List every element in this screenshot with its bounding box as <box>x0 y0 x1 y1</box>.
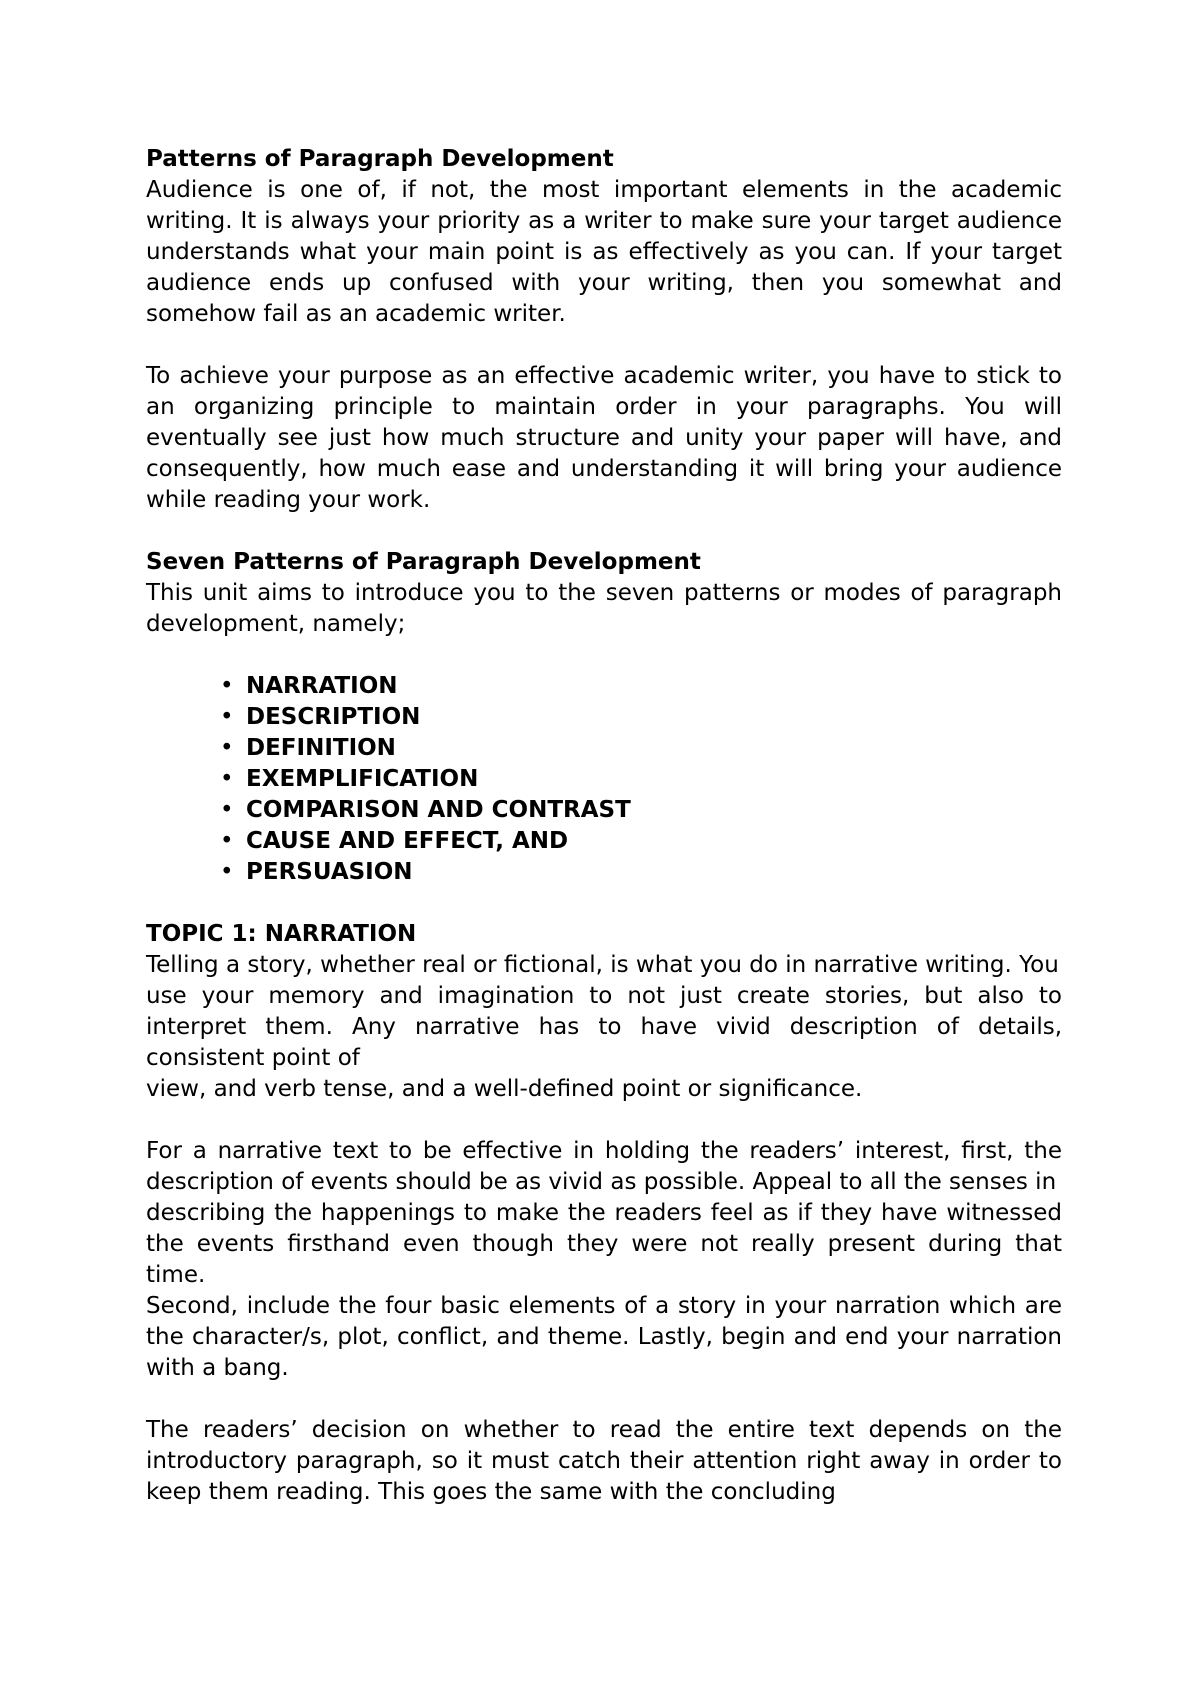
list-item <box>220 733 1062 764</box>
pattern-label: CAUSE AND EFFECT, AND <box>246 828 569 854</box>
list-item <box>220 826 1062 857</box>
topic1-paragraph-3: The readers’ decision on whether to read the entire text depends on the introductory paragraph, so it must catch their attention right away in order to keep them reading. This goes the same with the concluding <box>146 1417 1062 1505</box>
paragraph-line: describing the happenings to make the readers feel as if they have witnessed the events firsthand even though they were not really present during that time. <box>146 1200 1062 1288</box>
topic1-paragraph-2 <box>146 1136 1062 1384</box>
document-page <box>146 144 1062 1508</box>
pattern-label: COMPARISON AND CONTRAST <box>246 797 631 823</box>
bullet-icon: • <box>220 797 234 823</box>
seven-patterns-heading: Seven Patterns of Paragraph Development <box>146 549 701 575</box>
bullet-icon: • <box>220 766 234 792</box>
pattern-label: DESCRIPTION <box>246 704 421 730</box>
paragraph-line: Telling a story, whether real or fictional, is what you do in narrative writing. You <box>146 952 1059 978</box>
paragraph-line: Second, include the four basic elements of a story in your narration which are the character/s, plot, conflict, and theme. Lastly, begin and end your narration with a bang. <box>146 1293 1062 1381</box>
pattern-label: PERSUASION <box>246 859 413 885</box>
patterns-list <box>146 671 1062 888</box>
paragraph-line: For a narrative text to be effective in holding the readers’ interest, first, the description of events should be as vivid as possible. Appeal to all the senses in <box>146 1138 1062 1195</box>
list-item <box>220 702 1062 733</box>
bullet-icon: • <box>220 859 234 885</box>
bullet-icon: • <box>220 828 234 854</box>
spacer <box>146 640 1062 671</box>
list-item <box>220 795 1062 826</box>
pattern-label: DEFINITION <box>246 735 396 761</box>
bullet-icon: • <box>220 735 234 761</box>
bullet-icon: • <box>220 673 234 699</box>
purpose-paragraph: To achieve your purpose as an effective academic writer, you have to stick to an organizing principle to maintain order in your paragraphs. You will eventually see just how much structure and unity your paper will have, and consequently, how much ease and understanding it will bring your audience while reading your work. <box>146 363 1062 513</box>
topic1-heading: TOPIC 1: NARRATION <box>146 921 417 947</box>
document-title: Patterns of Paragraph Development <box>146 146 614 172</box>
paragraph-line: use your memory and imagination to not just create stories, but also to interpret them. Any narrative has to have vivid description of details, consistent point of <box>146 983 1062 1071</box>
list-item <box>220 764 1062 795</box>
intro-paragraph: Audience is one of, if not, the most important elements in the academic writing. It is always your priority as a writer to make sure your target audience understands what your main point is as effectively as you can. If your target audience ends up confused with your writing, then you somewhat and somehow fail as an academic writer. <box>146 177 1062 327</box>
list-item <box>220 671 1062 702</box>
spacer <box>146 516 1062 547</box>
spacer <box>146 1105 1062 1136</box>
seven-patterns-intro: This unit aims to introduce you to the seven patterns or modes of paragraph development, namely; <box>146 580 1062 637</box>
spacer <box>146 1384 1062 1415</box>
bullet-icon: • <box>220 704 234 730</box>
pattern-label: EXEMPLIFICATION <box>246 766 479 792</box>
topic1-paragraph-1 <box>146 950 1062 1105</box>
paragraph-line: view, and verb tense, and a well-defined point or significance. <box>146 1076 863 1102</box>
spacer <box>146 330 1062 361</box>
spacer <box>146 888 1062 919</box>
pattern-label: NARRATION <box>246 673 398 699</box>
list-item <box>220 857 1062 888</box>
